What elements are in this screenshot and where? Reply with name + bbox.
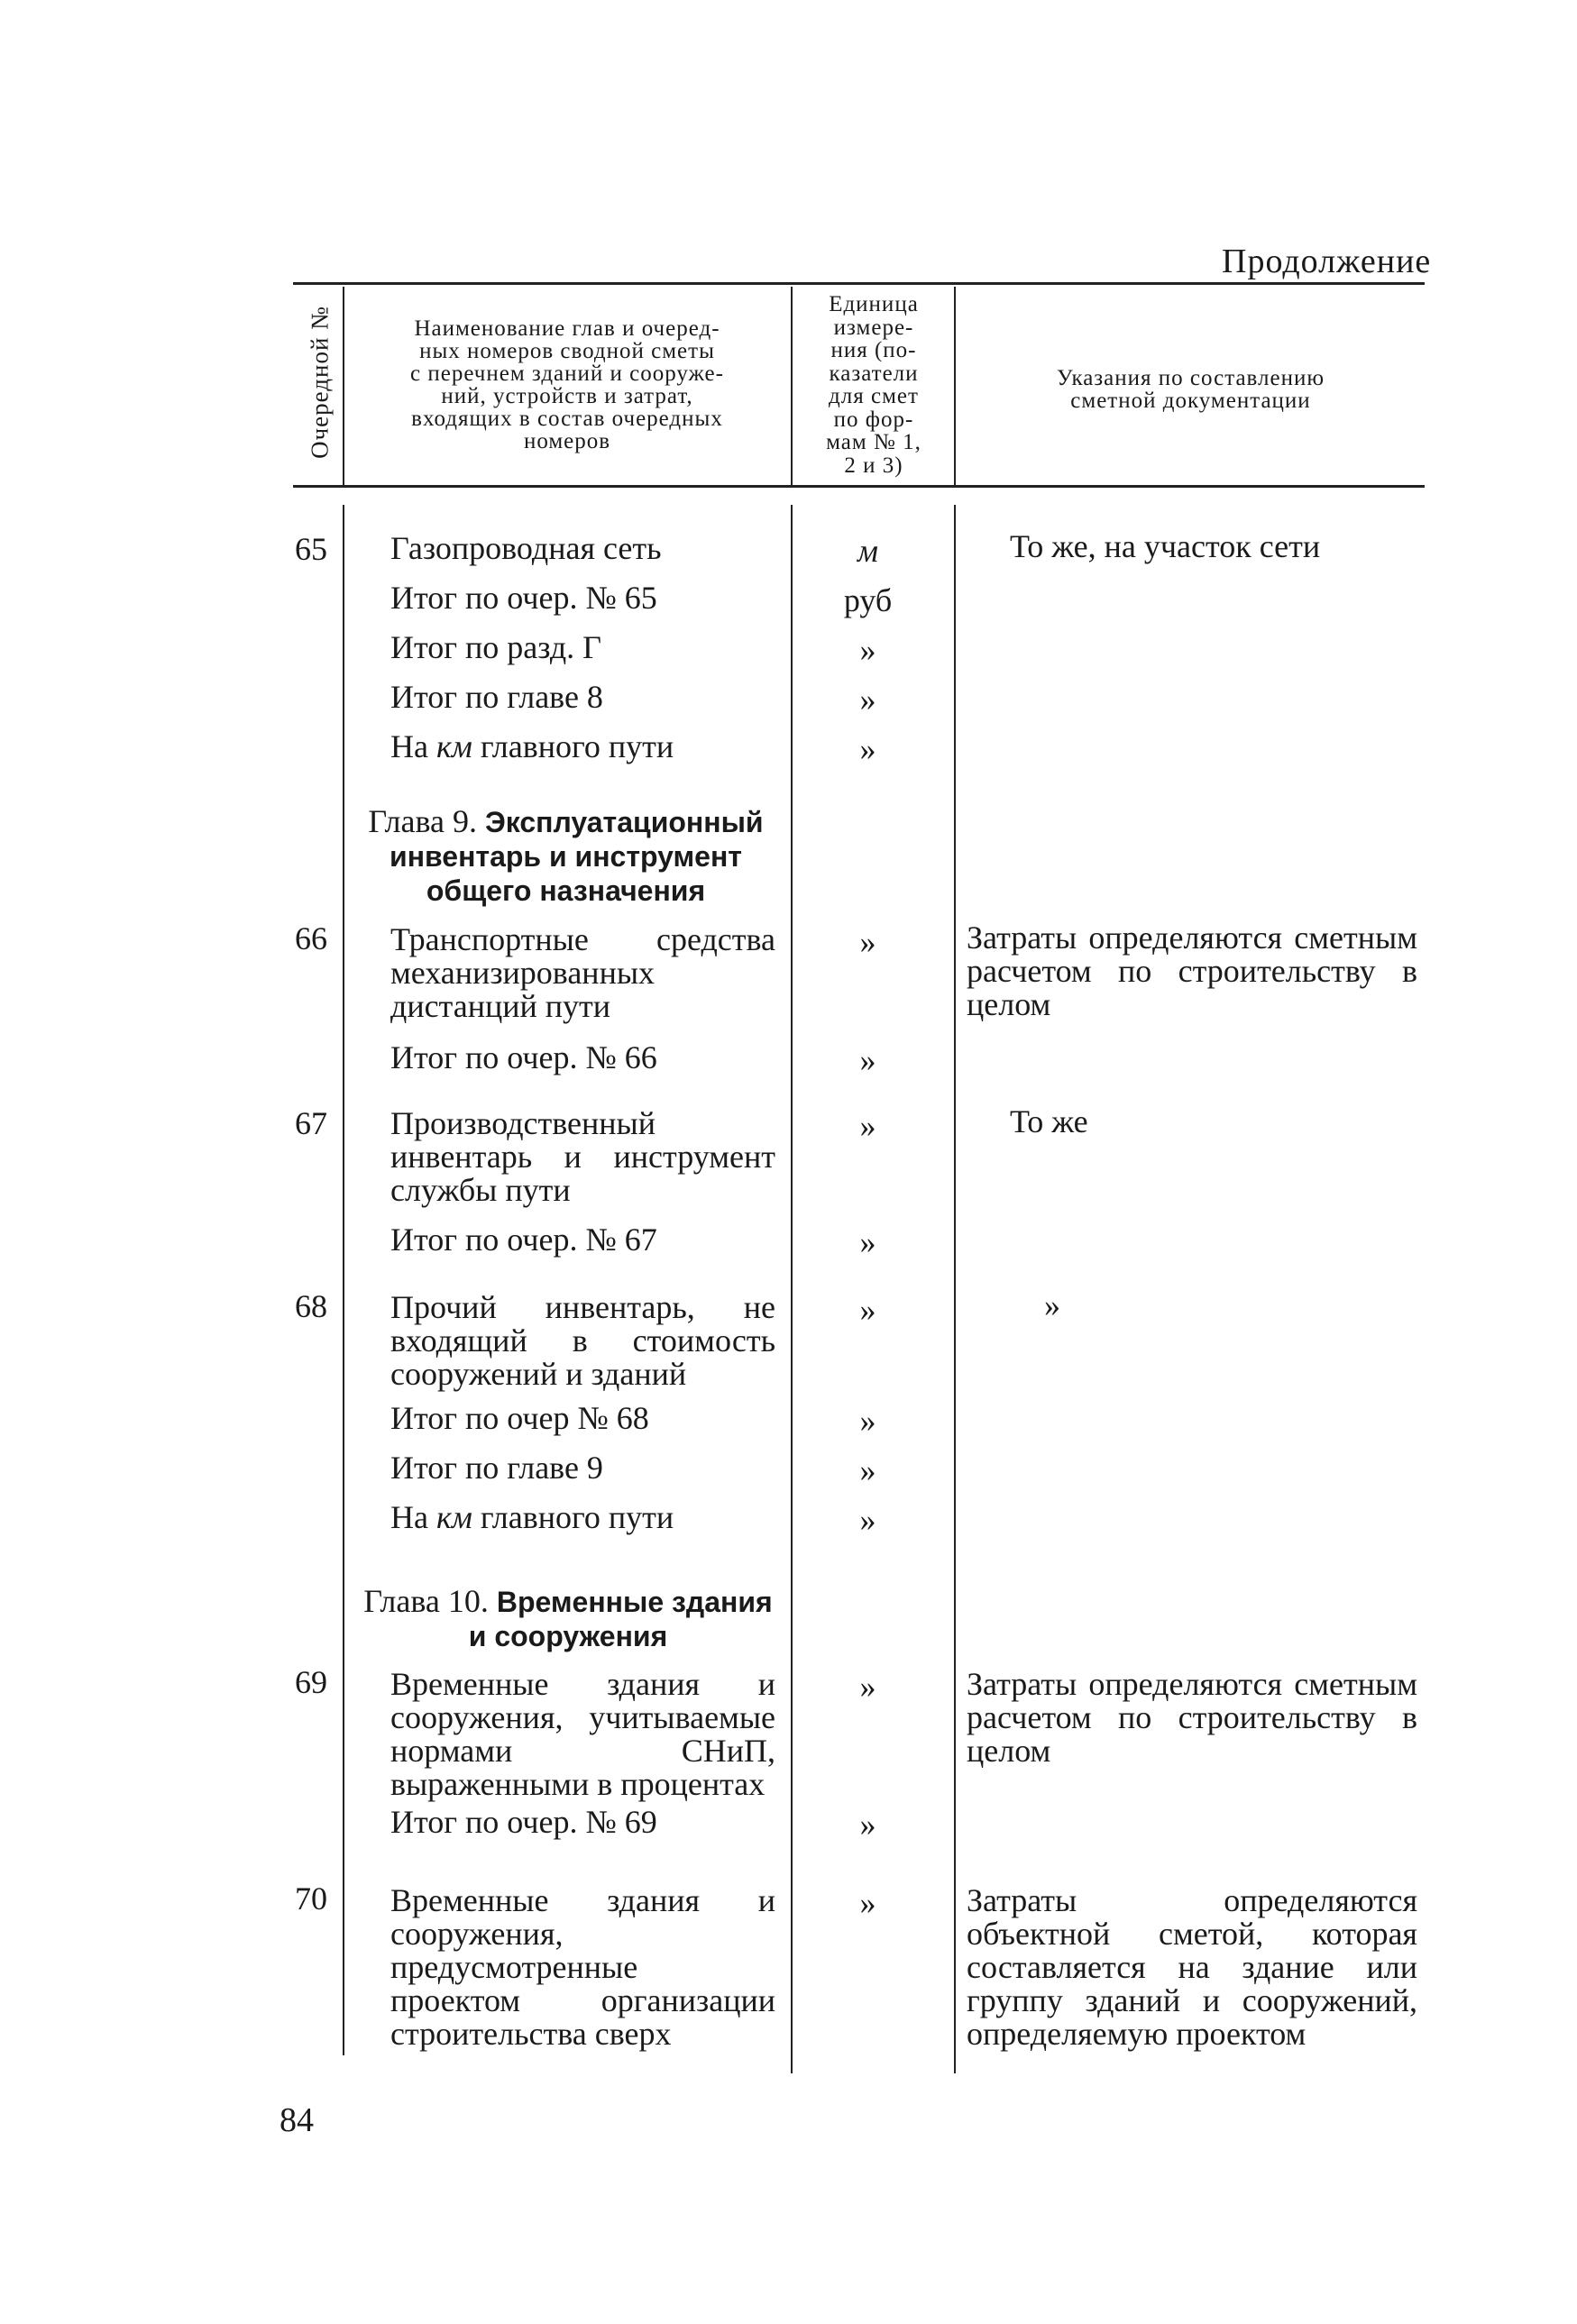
item-unit: руб — [843, 582, 893, 618]
column-divider — [791, 287, 793, 485]
item-unit: » — [859, 731, 876, 767]
item-unit: м — [857, 533, 878, 569]
item-name: Прочий инвентарь, не входящий в стоимость сооружений и зданий — [390, 1289, 775, 1392]
item-unit: » — [859, 682, 876, 718]
header-col-unit: Единица измере- ния (по- казатели для смет по фор- мам № 1, 2 и 3) — [826, 292, 921, 478]
total-line: Итог по очер № 68 — [390, 1400, 649, 1436]
total-line: Итог по очер. № 67 — [390, 1221, 657, 1258]
item-name: Временные здания и сооружения, учитываемые нормами СНиП, выраженными в процентах — [390, 1666, 775, 1802]
row-number: 67 — [295, 1105, 327, 1141]
header-col-name: Наименование глав и очеред- ных номеров сводной сметы с перечнем зданий и сооруже- ний, устройств и затрат, входящих в состав очередных номеров — [410, 316, 724, 453]
item-note: Затраты определяются объектной сметой, которая составляется на здание или группу зданий и сооружений, определяемую проектом — [967, 1882, 1417, 2052]
header-top-rule — [293, 282, 1425, 285]
row-number: 65 — [295, 531, 327, 567]
column-divider — [343, 505, 344, 2055]
total-line: Итог по очер. № 65 — [390, 580, 657, 616]
item-unit: » — [859, 1292, 876, 1328]
item-name: Транспортные средства механизированных дистанций пути — [390, 921, 775, 1024]
row-number: 68 — [295, 1288, 327, 1324]
header-col-notes: Указания по составлению сметной документации — [1056, 366, 1325, 413]
chapter-heading: Глава 10. Временные здания и сооружения — [363, 1583, 773, 1652]
total-line: Итог по главе 9 — [390, 1450, 603, 1486]
item-unit: » — [859, 1502, 876, 1538]
row-number: 69 — [295, 1664, 327, 1700]
page-number: 84 — [280, 2101, 314, 2139]
row-number: 70 — [295, 1880, 327, 1917]
total-line: Итог по главе 8 — [390, 679, 603, 715]
total-line: Итог по разд. Г — [390, 629, 601, 665]
per-km-line: На км главного пути — [390, 1499, 674, 1535]
column-divider — [954, 287, 956, 485]
item-name: Производственный инвентарь и инструмент службы пути — [390, 1105, 775, 1208]
header-bottom-rule — [293, 485, 1425, 488]
chapter-heading: Глава 9. Эксплуатационный инвентарь и инструмент общего назначения — [368, 803, 764, 907]
total-line: Итог по очер. № 66 — [390, 1039, 657, 1075]
continuation-label: Продолжение — [1222, 242, 1432, 280]
item-unit: » — [859, 1885, 876, 1921]
item-name: Временные здания и сооружения, предусмотренные проектом организации строительства сверх — [390, 1882, 775, 2052]
item-note: Затраты определяются сметным расчетом по строительству в целом — [967, 920, 1417, 1022]
total-line: Итог по очер. № 69 — [390, 1804, 657, 1840]
item-name: Газопроводная сеть — [390, 530, 662, 566]
item-note: То же, на участок сети — [1010, 528, 1321, 564]
item-unit: » — [859, 1403, 876, 1439]
item-unit: » — [859, 1807, 876, 1843]
item-unit: » — [859, 924, 876, 960]
item-note: То же — [1010, 1103, 1088, 1139]
item-unit: » — [859, 1108, 876, 1144]
header-col-number: Очередной № — [306, 306, 334, 459]
item-unit: » — [859, 1669, 876, 1705]
item-unit: » — [859, 1224, 876, 1260]
item-unit: » — [859, 1452, 876, 1488]
row-number: 66 — [295, 920, 327, 956]
item-note: Затраты определяются сметным расчетом по строительству в целом — [967, 1666, 1417, 1769]
item-unit: » — [859, 632, 876, 668]
column-divider — [954, 505, 956, 2073]
item-note: » — [1044, 1287, 1060, 1323]
item-unit: » — [859, 1042, 876, 1078]
per-km-line: На км главного пути — [390, 728, 674, 764]
